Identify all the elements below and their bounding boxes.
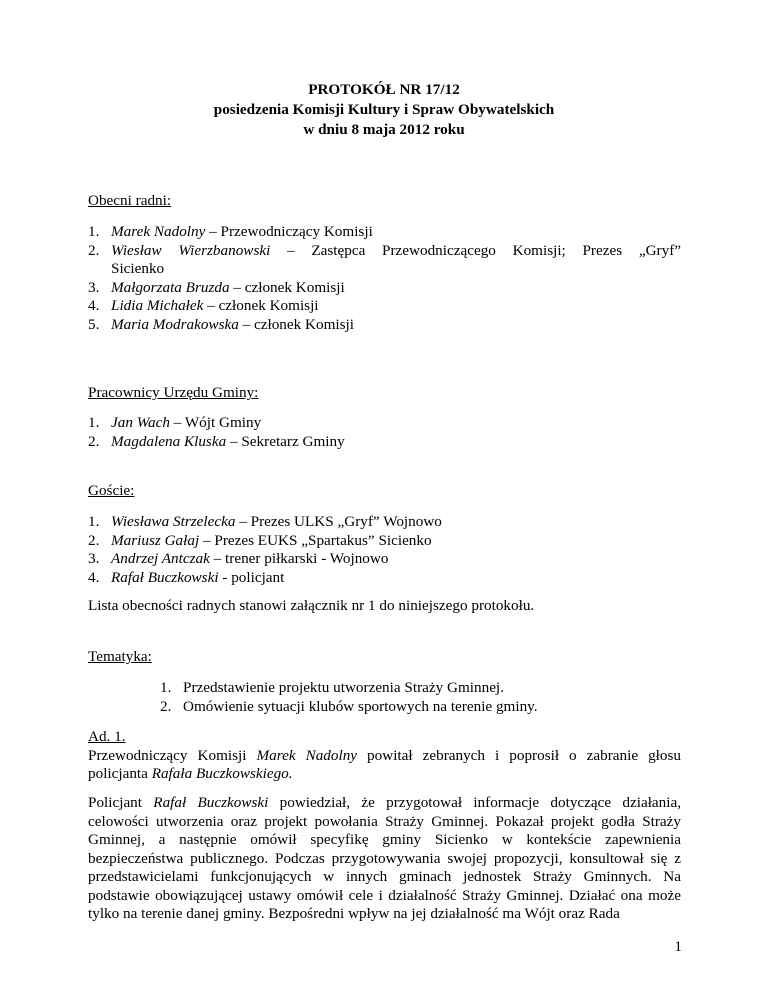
list-item: 2. Wiesław Wierzbanowski – Zastępca Przewodniczącego Komisji; Prezes „Gryf” Sicienko <box>88 241 681 277</box>
page-number: 1 <box>674 938 682 955</box>
list-item: 4. Lidia Michałek – członek Komisji <box>88 297 319 314</box>
title-line-2: posiedzenia Komisji Kultury i Spraw Obywatelskich <box>213 101 555 118</box>
ad1-paragraph-1-line-2: policjanta Rafała Buczkowskiego. <box>88 765 293 782</box>
guests-heading: Goście: <box>88 482 135 499</box>
staff-heading: Pracownicy Urzędu Gminy: <box>88 384 259 401</box>
ad1-paragraph-2: Policjant Rafał Buczkowski powiedział, że przygotował informacje dotyczące działania, celowości utworzenia oraz projekt powołania Straży Gminnej. Pokazał projekt godła Straży Gminnej, a następnie omówił specyfikę gminy Sicienko w kontekście zapewnienia bezpieczeństwa publicznego. Podczas przygotowywania swojej propozycji, konsultował się z przedstawicielami funkcjonujących w innych gminach jednostek Straży Gminnych. Na podstawie obowiązującej ustawy omówił cele i działalność Straży Gminnej. Działać ona może tylko na terenie danej gminy. Bezpośredni wpływ na jej działalność ma Wójt oraz Rada <box>88 794 682 922</box>
document-title <box>0 80 768 140</box>
list-item: 5. Maria Modrakowska – członek Komisji <box>88 315 354 333</box>
list-item: 1. Marek Nadolny – Przewodniczący Komisji <box>88 223 373 240</box>
present-list <box>88 223 681 334</box>
list-item: 1. Jan Wach – Wójt Gminy <box>88 414 262 431</box>
guests-list <box>88 513 681 587</box>
title-line-1: PROTOKÓŁ NR 17/12 <box>308 81 460 98</box>
ad1-section <box>88 728 681 784</box>
list-item: 3. Andrzej Antczak – trener piłkarski - Wojnowo <box>88 550 389 567</box>
list-item: 3. Małgorzata Bruzda – członek Komisji <box>88 278 345 296</box>
attendance-note: Lista obecności radnych stanowi załącznik nr 1 do niniejszego protokołu. <box>88 597 535 614</box>
list-item: 1. Przedstawienie projektu utworzenia Straży Gminnej. <box>160 679 504 696</box>
list-item: 1. Wiesława Strzelecka – Prezes ULKS „Gryf” Wojnowo <box>88 513 442 530</box>
list-item: 2. Omówienie sytuacji klubów sportowych na terenie gminy. <box>160 697 538 715</box>
agenda-heading: Tematyka: <box>88 648 152 665</box>
title-line-3: w dniu 8 maja 2012 roku <box>303 121 465 138</box>
staff-list <box>88 414 681 451</box>
ad1-paragraph-1-line-1: Przewodniczący Komisji Marek Nadolny powitał zebranych i poprosił o zabranie głosu <box>88 746 681 764</box>
list-item: 4. Rafał Buczkowski - policjant <box>88 568 285 586</box>
ad1-heading: Ad. 1. <box>88 728 126 745</box>
agenda-list <box>160 679 680 716</box>
present-heading: Obecni radni: <box>88 192 172 209</box>
list-item: 2. Mariusz Gałaj – Prezes EUKS „Spartakus” Sicienko <box>88 531 432 549</box>
list-item: 2. Magdalena Kluska – Sekretarz Gminy <box>88 432 345 450</box>
